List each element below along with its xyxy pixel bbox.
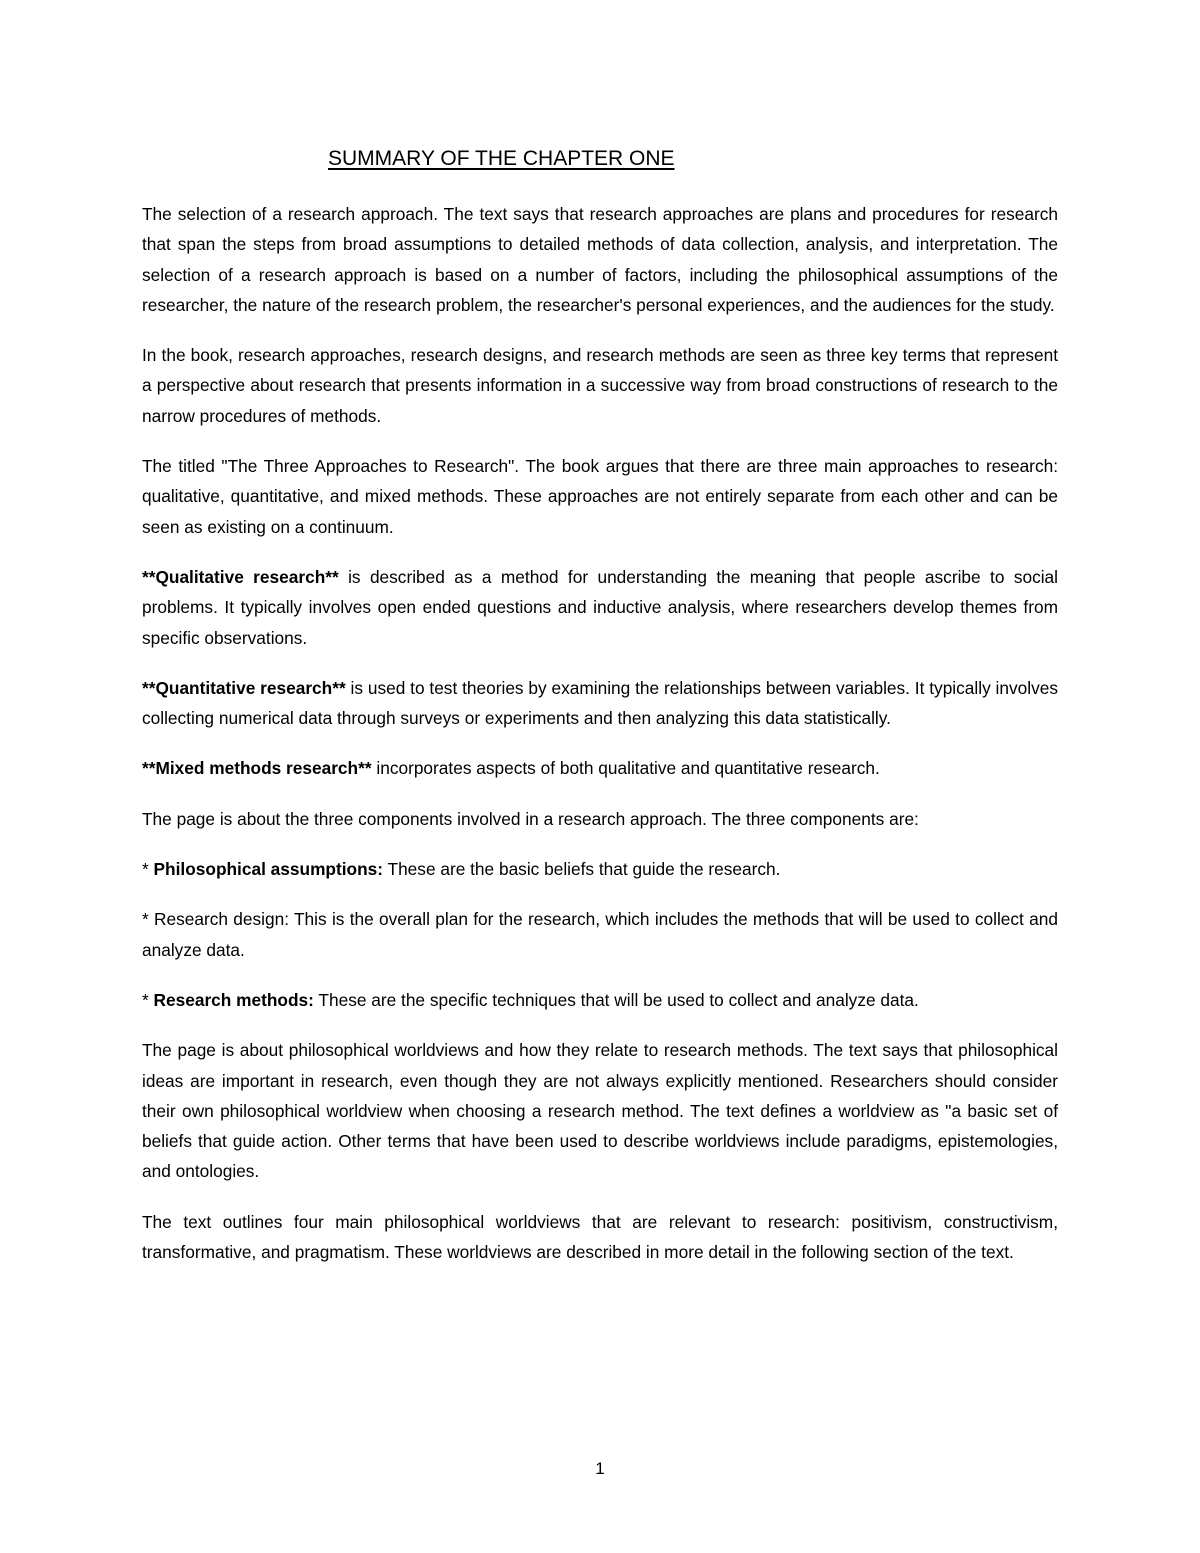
mixed-methods-research-text: incorporates aspects of both qualitative and quantitative research. (371, 758, 880, 779)
page-number: 1 (595, 1459, 605, 1478)
mixed-methods-research-label: **Mixed methods research** (142, 758, 372, 779)
paragraph-key-terms: In the book, research approaches, research designs, and research methods are seen as three key terms that represent a perspective about research that presents information in a successive way from broad constructions of research to the narrow procedures of methods. (142, 345, 1058, 426)
document-body (142, 199, 1058, 1287)
paragraph-qualitative-research (142, 562, 1058, 653)
research-methods-label: Research methods: (153, 989, 314, 1010)
qualitative-research-label: **Qualitative research** (142, 566, 339, 587)
paragraph-research-approach-selection: The selection of a research approach. The text says that research approaches are plans and procedures for research that span the steps from broad assumptions to detailed methods of data collection, analysis, and interpretation. The selection of a research approach is based on a number of factors, including the philosophical assumptions of the researcher, the nature of the research problem, the researcher's personal experiences, and the audiences for the study. (142, 204, 1058, 315)
paragraph-four-worldviews: The text outlines four main philosophical worldviews that are relevant to research: positivism, constructivism, transformative, and pragmatism. These worldviews are described in more detail in the following section of the text. (142, 1211, 1058, 1263)
research-methods-text: These are the specific techniques that will be used to collect and analyze data. (313, 989, 919, 1010)
list-item-research-design: * Research design: This is the overall plan for the research, which includes the methods that will be used to collect and analyze data. (142, 909, 1058, 960)
document-page (142, 0, 1058, 1553)
quantitative-research-text: is used to test theories by examining the relationships between variables. It typically involves collecting numerical data through surveys or experiments and then analyzing this data statistically. (142, 677, 1058, 729)
paragraph-three-components: The page is about the three components involved in a research approach. The three components are: (142, 808, 919, 829)
paragraph-philosophical-worldviews: The page is about philosophical worldviews and how they relate to research methods. The text says that philosophical ideas are important in research, even though they are not always explicitly mentioned. Researchers should consider their own philosophical worldview when choosing a research method. The text defines a worldview as "a basic set of beliefs that guide action. Other terms that have been used to describe worldviews include paradigms, epistemologies, and ontologies. (142, 1040, 1058, 1182)
bullet-marker: * (142, 989, 154, 1010)
qualitative-research-text: is described as a method for understanding the meaning that people ascribe to social problems. It typically involves open ended questions and inductive analysis, where researchers develop themes from specific observations. (142, 566, 1058, 648)
quantitative-research-label: **Quantitative research** (142, 677, 346, 698)
paragraph-three-approaches: The titled "The Three Approaches to Research". The book argues that there are three main approaches to research: qualitative, quantitative, and mixed methods. These approaches are not entirely separate from each other and can be seen as existing on a continuum. (142, 456, 1058, 537)
philosophical-assumptions-text: These are the basic beliefs that guide the research. (383, 859, 781, 880)
philosophical-assumptions-label: Philosophical assumptions: (153, 859, 384, 880)
list-item-research-methods (142, 985, 1058, 1015)
document-title: SUMMARY OF THE CHAPTER ONE (328, 147, 675, 170)
paragraph-mixed-methods-research (142, 753, 1058, 783)
list-item-philosophical-assumptions (142, 854, 1058, 884)
paragraph-quantitative-research (142, 673, 1058, 734)
bullet-marker: * (142, 859, 154, 880)
